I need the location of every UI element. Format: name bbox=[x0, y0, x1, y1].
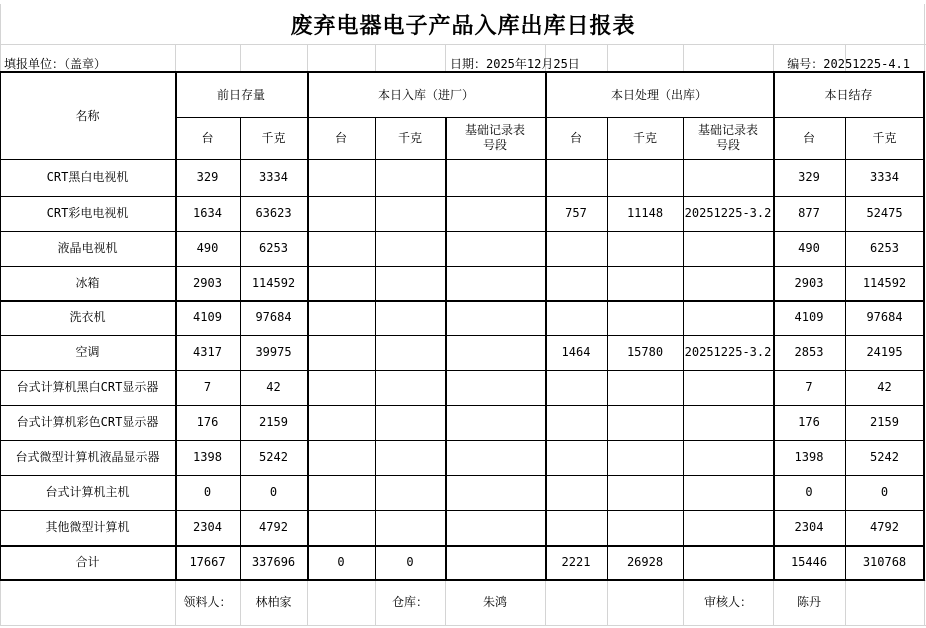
table-cell bbox=[445, 231, 545, 266]
table-cell: 24195 bbox=[866, 345, 903, 359]
gridline bbox=[545, 580, 546, 626]
table-cell bbox=[607, 231, 683, 266]
subheader-3: 千克 bbox=[397, 130, 422, 145]
table-cell: 1398 bbox=[193, 450, 222, 464]
table-cell: 2903 bbox=[794, 275, 824, 290]
table-cell: 757 bbox=[565, 206, 587, 220]
subheader-9: 千克 bbox=[872, 130, 897, 145]
table-cell: 2304 bbox=[193, 520, 222, 534]
table-cell: 6253 bbox=[259, 241, 288, 255]
table-cell bbox=[307, 266, 375, 300]
reviewer-label: 审核人： bbox=[703, 595, 752, 609]
table-cell: 490 bbox=[798, 241, 820, 255]
table-cell bbox=[375, 475, 445, 510]
row-label: 合计 bbox=[75, 555, 100, 569]
table-cell: 176 bbox=[798, 415, 820, 429]
table-cell bbox=[683, 370, 773, 405]
table-cell: 2853 bbox=[794, 345, 824, 359]
table-cell bbox=[607, 300, 683, 335]
table-cell: 4792 bbox=[870, 520, 899, 534]
subheader-4: 基础记录表 号段 bbox=[464, 123, 525, 152]
table-cell: 0 bbox=[203, 485, 212, 499]
table-cell bbox=[545, 440, 607, 475]
table-cell bbox=[307, 475, 375, 510]
header-previous-stock: 前日存量 bbox=[216, 87, 265, 102]
row-label: 台式计算机主机 bbox=[45, 485, 130, 499]
table-cell: 1634 bbox=[193, 206, 222, 220]
table-cell: 114592 bbox=[251, 275, 296, 290]
table-cell bbox=[545, 231, 607, 266]
table-cell: 4109 bbox=[193, 310, 222, 324]
table-cell: 15446 bbox=[790, 555, 828, 569]
report-number: 编号：20251225-4.1 bbox=[787, 56, 910, 71]
table-cell: 26928 bbox=[626, 555, 664, 569]
subheader-5: 台 bbox=[569, 130, 582, 145]
table-cell: 6253 bbox=[870, 241, 899, 255]
table-cell bbox=[375, 300, 445, 335]
subheader-8: 台 bbox=[802, 130, 815, 145]
table-cell: 4792 bbox=[259, 520, 288, 534]
table-cell bbox=[683, 545, 773, 580]
gridline bbox=[0, 44, 926, 45]
table-cell: 329 bbox=[196, 170, 219, 184]
table-cell bbox=[607, 510, 683, 545]
report-title: 废弃电器电子产品入库出库日报表 bbox=[290, 12, 636, 39]
table-cell bbox=[683, 300, 773, 335]
table-cell: 2159 bbox=[870, 415, 899, 429]
table-cell bbox=[445, 370, 545, 405]
table-cell bbox=[545, 266, 607, 300]
row-label: CRT彩电电视机 bbox=[46, 206, 129, 220]
table-cell: 2903 bbox=[193, 275, 222, 290]
table-cell: 3334 bbox=[259, 170, 288, 184]
table-cell bbox=[445, 335, 545, 370]
subheader-2: 台 bbox=[334, 130, 347, 145]
receiver-name: 林柏家 bbox=[255, 595, 292, 609]
table-cell bbox=[307, 370, 375, 405]
table-cell bbox=[307, 335, 375, 370]
column-header-name: 名称 bbox=[75, 108, 100, 123]
report-date: 日期：2025年12月25日 bbox=[450, 56, 580, 71]
table-cell bbox=[375, 370, 445, 405]
table-cell bbox=[683, 159, 773, 196]
subheader-6: 千克 bbox=[632, 130, 657, 145]
gridline bbox=[0, 625, 926, 626]
table-cell: 42 bbox=[877, 380, 892, 394]
row-label: CRT黑白电视机 bbox=[46, 170, 129, 184]
table-cell: 97684 bbox=[866, 310, 903, 324]
table-cell bbox=[445, 440, 545, 475]
header-processed: 本日处理（出库） bbox=[610, 87, 707, 102]
table-cell bbox=[375, 440, 445, 475]
table-cell: 337696 bbox=[251, 555, 296, 569]
row-label: 台式计算机彩色CRT显示器 bbox=[16, 415, 159, 429]
table-cell bbox=[307, 231, 375, 266]
table-cell: 42 bbox=[266, 380, 281, 394]
row-label: 空调 bbox=[75, 345, 100, 359]
table-cell bbox=[307, 510, 375, 545]
subheader-0: 台 bbox=[201, 130, 214, 145]
table-cell: 2221 bbox=[561, 555, 591, 569]
table-cell: 63623 bbox=[255, 206, 292, 220]
gridline bbox=[683, 44, 684, 73]
table-cell bbox=[683, 231, 773, 266]
table-cell bbox=[375, 196, 445, 231]
table-cell bbox=[607, 159, 683, 196]
row-label: 液晶电视机 bbox=[57, 241, 118, 255]
table-cell bbox=[545, 370, 607, 405]
table-cell bbox=[375, 159, 445, 196]
table-cell bbox=[375, 231, 445, 266]
table-cell: 310768 bbox=[862, 555, 907, 569]
reviewer-name: 陈丹 bbox=[796, 595, 821, 609]
table-cell bbox=[545, 405, 607, 440]
table-cell bbox=[375, 405, 445, 440]
table-cell bbox=[607, 405, 683, 440]
table-cell: 7 bbox=[805, 380, 813, 394]
table-cell bbox=[445, 405, 545, 440]
table-cell bbox=[445, 266, 545, 300]
table-cell: 2304 bbox=[794, 520, 824, 534]
table-cell bbox=[375, 335, 445, 370]
table-cell bbox=[307, 440, 375, 475]
table-cell: 20251225-3.2 bbox=[684, 345, 772, 359]
table-cell bbox=[607, 370, 683, 405]
table-cell bbox=[545, 300, 607, 335]
gridline bbox=[845, 580, 846, 626]
table-cell bbox=[307, 300, 375, 335]
table-cell bbox=[683, 475, 773, 510]
gridline bbox=[307, 44, 308, 73]
table-cell bbox=[545, 159, 607, 196]
table-cell bbox=[445, 475, 545, 510]
warehouse-keeper-name: 朱鸿 bbox=[482, 595, 507, 609]
table-cell bbox=[683, 440, 773, 475]
table-cell: 2159 bbox=[259, 415, 288, 429]
table-cell: 20251225-3.2 bbox=[684, 206, 772, 220]
table-cell: 39975 bbox=[255, 345, 292, 359]
table-cell bbox=[445, 159, 545, 196]
table-cell bbox=[545, 510, 607, 545]
table-cell bbox=[683, 510, 773, 545]
table-cell bbox=[545, 475, 607, 510]
table-cell bbox=[683, 266, 773, 300]
row-label: 其他微型计算机 bbox=[45, 520, 130, 534]
table-cell bbox=[445, 545, 545, 580]
warehouse-label: 仓库： bbox=[391, 595, 428, 609]
table-cell: 1398 bbox=[794, 450, 824, 464]
table-cell bbox=[307, 405, 375, 440]
table-cell: 877 bbox=[798, 206, 820, 220]
reporting-unit-label: 填报单位：（盖章） bbox=[4, 56, 107, 71]
table-cell bbox=[607, 266, 683, 300]
table-cell: 4109 bbox=[794, 310, 824, 324]
row-label: 洗衣机 bbox=[69, 310, 106, 324]
row-label: 台式计算机黑白CRT显示器 bbox=[16, 380, 159, 394]
table-cell bbox=[375, 510, 445, 545]
table-cell bbox=[307, 159, 375, 196]
header-ending-stock: 本日结存 bbox=[824, 87, 873, 102]
table-cell: 329 bbox=[798, 170, 820, 184]
gridline bbox=[307, 580, 308, 626]
table-cell bbox=[445, 196, 545, 231]
header-inbound: 本日入库（进厂） bbox=[377, 87, 474, 102]
subheader-7: 基础记录表 号段 bbox=[697, 123, 758, 152]
table-cell: 11148 bbox=[626, 206, 664, 220]
subheader-1: 千克 bbox=[261, 130, 286, 145]
table-cell bbox=[445, 300, 545, 335]
table-cell bbox=[607, 440, 683, 475]
row-label: 台式微型计算机液晶显示器 bbox=[15, 450, 160, 464]
table-cell: 114592 bbox=[862, 275, 907, 290]
table-cell: 17667 bbox=[189, 555, 226, 569]
row-label: 冰箱 bbox=[75, 275, 100, 290]
table-cell: 0 bbox=[337, 555, 345, 569]
table-cell: 1464 bbox=[561, 345, 591, 359]
table-cell: 0 bbox=[880, 485, 889, 499]
gridline bbox=[607, 580, 608, 626]
table-cell: 0 bbox=[406, 555, 414, 569]
table-cell: 5242 bbox=[870, 450, 899, 464]
receiver-label: 领料人： bbox=[183, 595, 232, 609]
table-cell: 4317 bbox=[193, 345, 222, 359]
table-cell bbox=[375, 266, 445, 300]
table-cell bbox=[607, 475, 683, 510]
table-cell: 490 bbox=[196, 241, 219, 255]
table-cell: 3334 bbox=[870, 170, 899, 184]
gridline bbox=[445, 44, 446, 73]
table-cell: 15780 bbox=[626, 345, 664, 359]
table-cell bbox=[445, 510, 545, 545]
table-cell: 5242 bbox=[259, 450, 288, 464]
table-cell: 176 bbox=[196, 415, 219, 429]
table-cell bbox=[683, 405, 773, 440]
table-cell: 0 bbox=[269, 485, 278, 499]
table-cell: 52475 bbox=[866, 206, 903, 220]
table-cell bbox=[307, 196, 375, 231]
table-cell: 7 bbox=[203, 380, 212, 394]
table-cell: 0 bbox=[805, 485, 813, 499]
gridline bbox=[375, 44, 376, 73]
table-cell: 97684 bbox=[255, 310, 292, 324]
